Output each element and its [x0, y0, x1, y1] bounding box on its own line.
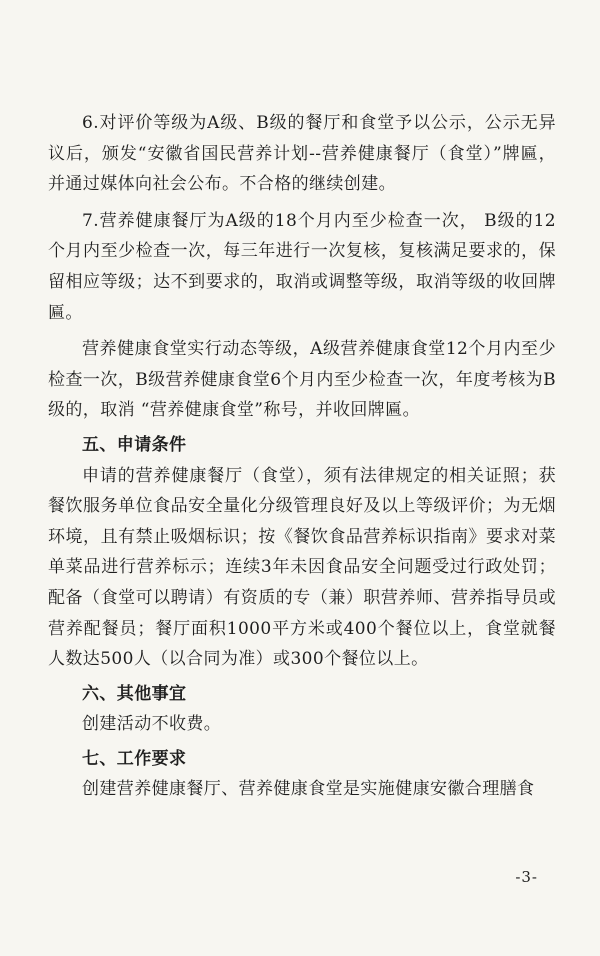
paragraph-inspection-restaurant: 7.营养健康餐厅为A级的18个月内至少检查一次， B级的12个月内至少检查一次，每三年进行一次复核，复核满足要求的，保留相应等级；达不到要求的，取消或调整等级，取消等级的收回牌匾。 — [48, 210, 556, 323]
paragraph-publicity: 6.对评价等级为A级、B级的餐厅和食堂予以公示，公示无异议后，颁发“安徽省国民营养计划--营养健康餐厅（食堂）”牌匾，并通过媒体向社会公布。不合格的继续创建。 — [48, 113, 556, 195]
paragraph-inspection-canteen: 营养健康食堂实行动态等级，A级营养健康食堂12个月内至少检查一次，B级营养健康食堂6个月内至少检查一次，年度考核为B级的，取消 “营养健康食堂”称号，并收回牌匾。 — [48, 339, 556, 421]
paragraph-no-fee: 创建活动不收费。 — [82, 714, 222, 735]
heading-work-requirements: 七、工作要求 — [82, 748, 187, 769]
page-number: -3- — [515, 868, 538, 886]
heading-other-matters: 六、其他事宜 — [82, 683, 187, 704]
heading-application-conditions: 五、申请条件 — [82, 434, 187, 455]
paragraph-application-conditions: 申请的营养健康餐厅（食堂），须有法律规定的相关证照；获餐饮服务单位食品安全量化分级管理良好及以上等级评价；为无烟环境，且有禁止吸烟标识；按《餐饮食品营养标识指南》要求对菜单菜品进行营养标示；连续3年未因食品安全问题受过行政处罚；配备（食堂可以聘请）有资质的专（兼）职营养师、营养指导员或营养配餐员；餐厅面积1000平方米或400个餐位以上，食堂就餐人数达500人（以合同为准）或300个餐位以上。 — [48, 465, 556, 670]
document-body — [48, 108, 556, 805]
paragraph-work-requirements: 创建营养健康餐厅、营养健康食堂是实施健康安徽合理膳食 — [82, 779, 535, 800]
